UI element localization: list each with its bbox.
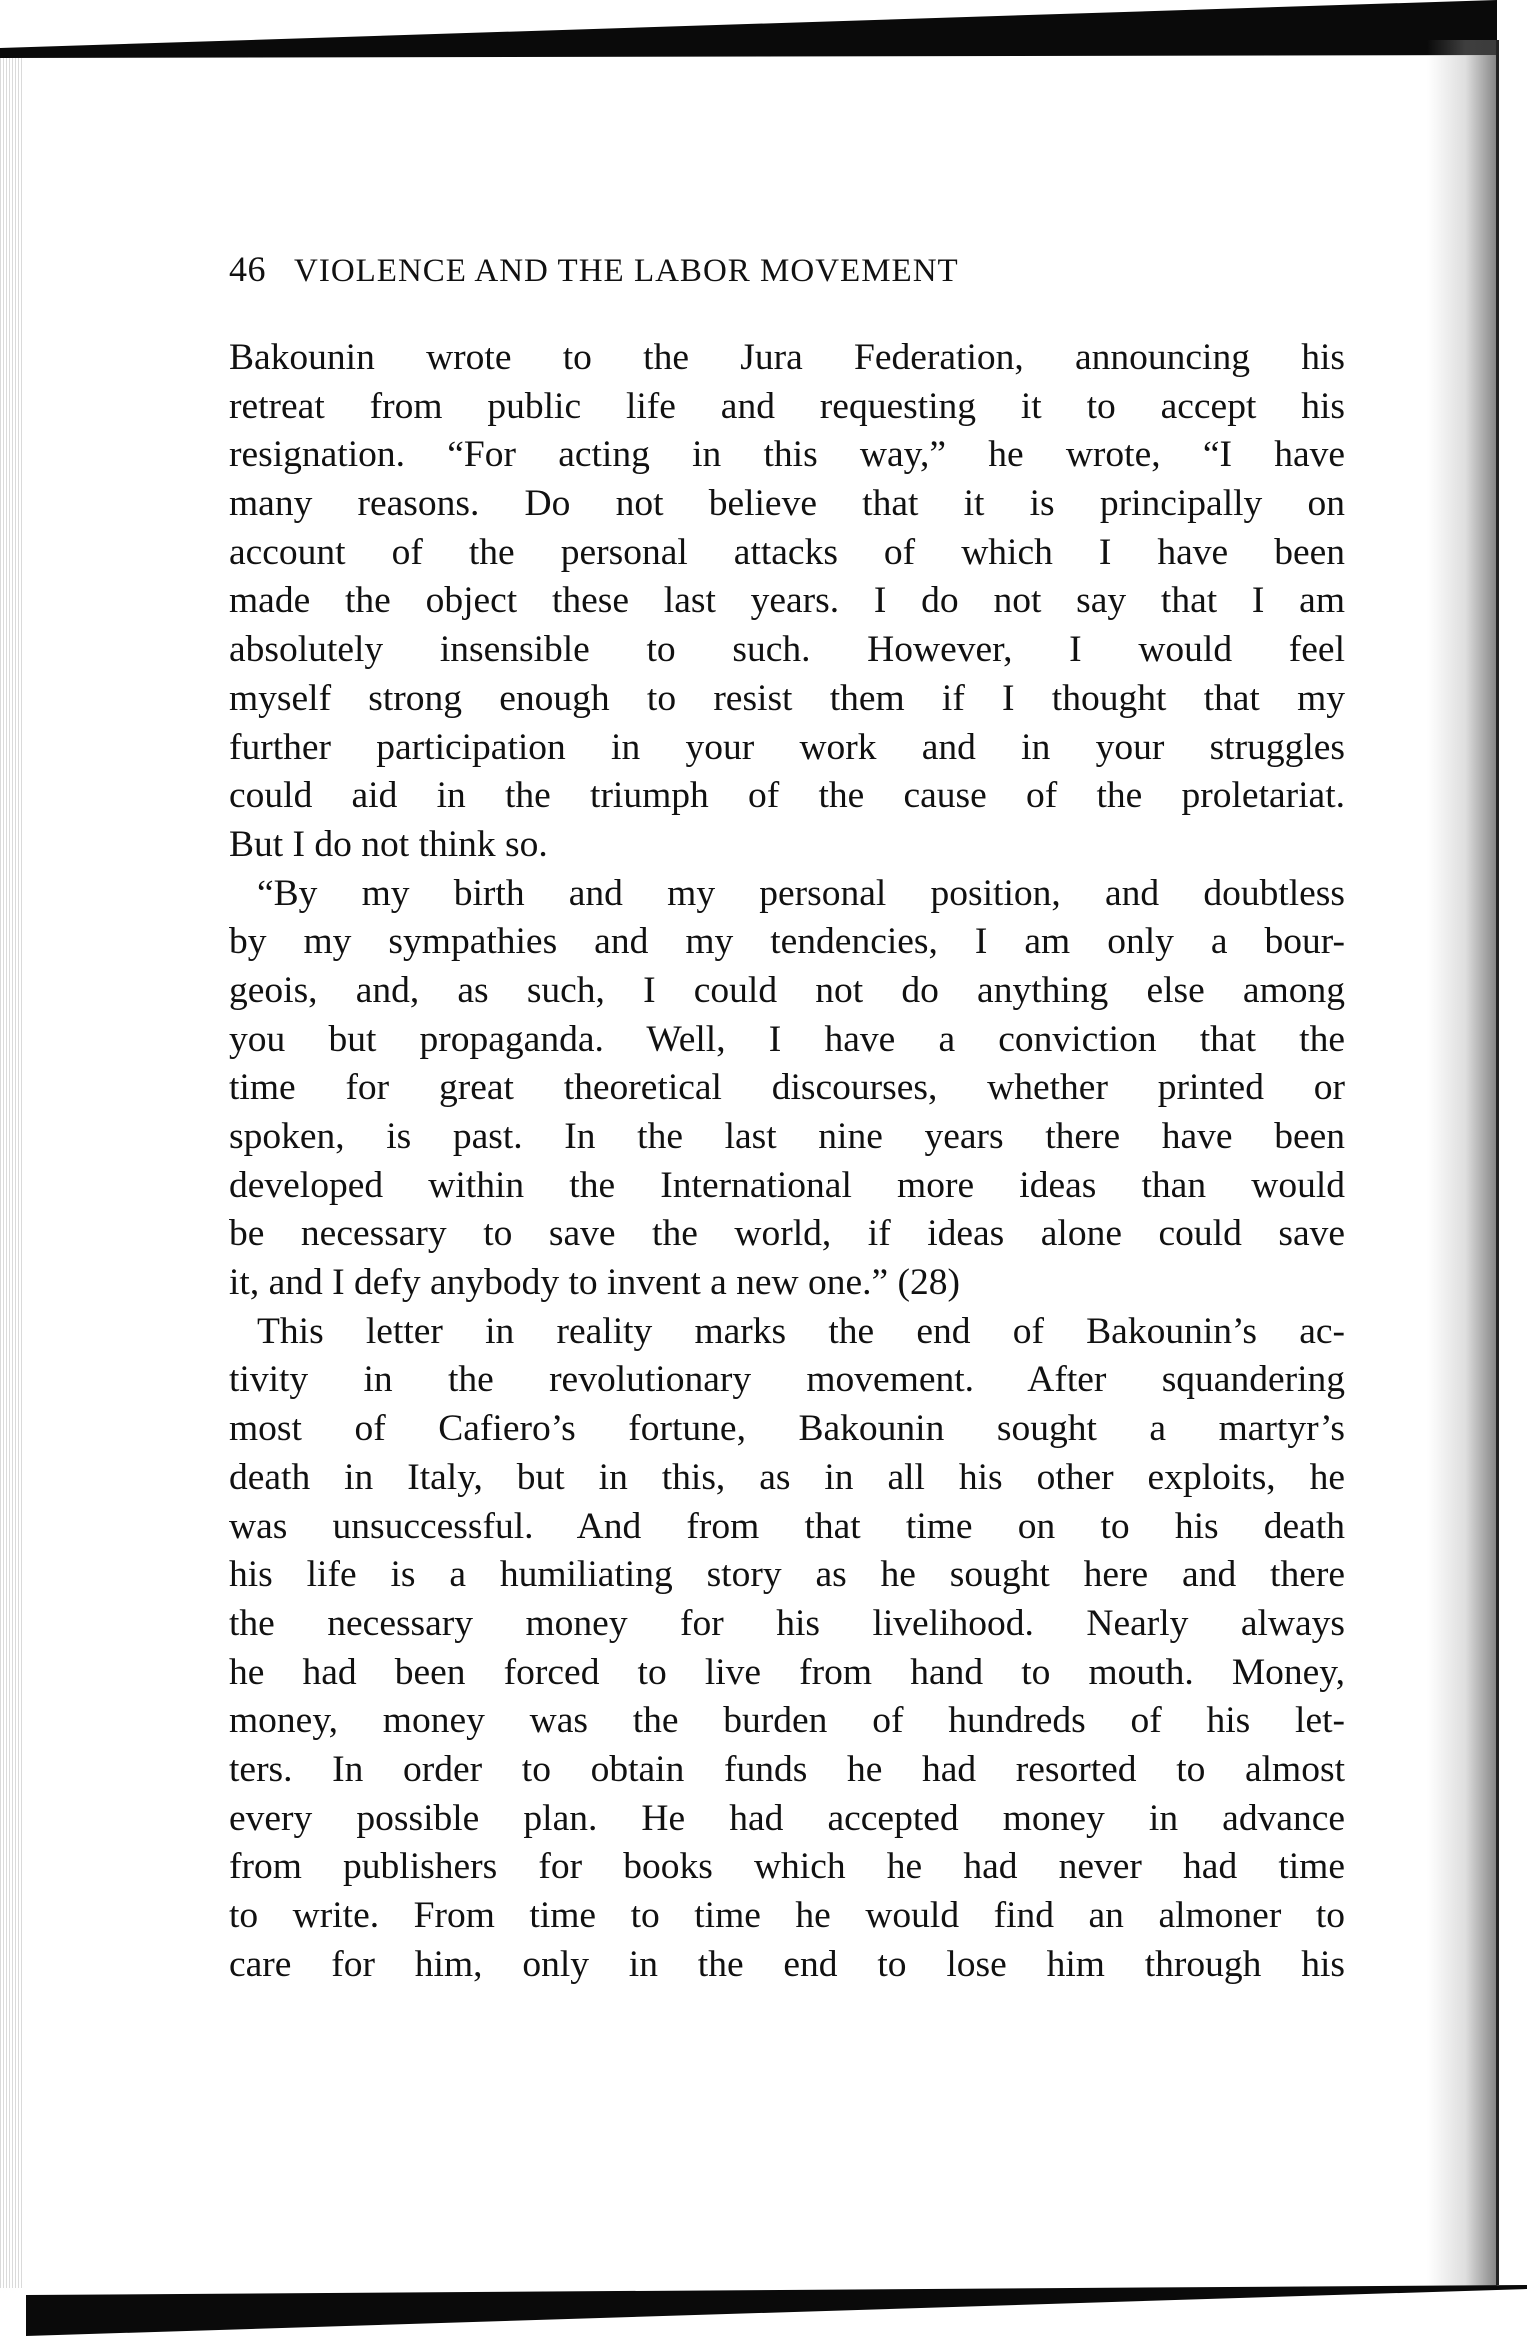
text-line: Bakounin wrote to the Jura Federation, announcing his bbox=[229, 337, 1345, 378]
text-line: it, and I defy anybody to invent a new one.” (28) bbox=[229, 1262, 961, 1304]
text-line: “By my birth and my personal position, and doubtless bbox=[257, 872, 1345, 914]
text-line: money, money was the burden of hundreds of his let- bbox=[229, 1700, 1345, 1742]
text-line: absolutely insensible to such. However, I would feel bbox=[229, 629, 1345, 671]
text-line: you but propaganda. Well, I have a conviction that the bbox=[229, 1018, 1345, 1060]
text-line: by my sympathies and my tendencies, I am only a bour- bbox=[229, 921, 1345, 963]
text-line: the necessary money for his livelihood. Nearly always bbox=[229, 1602, 1345, 1644]
book-page bbox=[229, 248, 1345, 1989]
text-line: geois, and, as such, I could not do anything else among bbox=[229, 969, 1345, 1011]
text-line: most of Cafiero’s fortune, Bakounin sought a martyr’s bbox=[229, 1408, 1345, 1450]
text-line: every possible plan. He had accepted money in advance bbox=[229, 1797, 1345, 1839]
text-line: from publishers for books which he had never had time bbox=[229, 1846, 1345, 1888]
text-line: retreat from public life and requesting it to accept his bbox=[229, 385, 1345, 427]
text-line: This letter in reality marks the end of Bakounin’s ac- bbox=[257, 1310, 1345, 1352]
text-line: resignation. “For acting in this way,” he wrote, “I have bbox=[229, 434, 1345, 476]
text-line: made the object these last years. I do not say that I am bbox=[229, 580, 1345, 622]
scan-border-bottom bbox=[26, 2285, 1527, 2336]
text-line: But I do not think so. bbox=[229, 823, 548, 865]
text-line: he had been forced to live from hand to mouth. Money, bbox=[229, 1651, 1345, 1693]
text-line: account of the personal attacks of which I have been bbox=[229, 531, 1345, 573]
scan-edge-right-shadow bbox=[1427, 40, 1497, 2290]
text-line: tivity in the revolutionary movement. After squandering bbox=[229, 1359, 1345, 1401]
text-line: to write. From time to time he would find an almoner to bbox=[229, 1895, 1345, 1936]
running-head-title: VIOLENCE AND THE LABOR MOVEMENT bbox=[294, 253, 959, 289]
text-line: his life is a humiliating story as he sought here and there bbox=[229, 1554, 1345, 1596]
text-line: myself strong enough to resist them if I thought that my bbox=[229, 677, 1345, 719]
text-line: care for him, only in the end to lose him through his bbox=[229, 1943, 1345, 1985]
body-text bbox=[229, 334, 1345, 1989]
text-line: time for great theoretical discourses, whether printed or bbox=[229, 1067, 1345, 1109]
text-line: death in Italy, but in this, as in all his other exploits, he bbox=[229, 1456, 1345, 1498]
text-line: was unsuccessful. And from that time on to his death bbox=[229, 1505, 1345, 1547]
scan-border-top bbox=[0, 0, 1497, 58]
running-head bbox=[229, 248, 1345, 298]
text-line: spoken, is past. In the last nine years there have been bbox=[229, 1116, 1345, 1157]
text-line: ters. In order to obtain funds he had resorted to almost bbox=[229, 1748, 1345, 1790]
page-number: 46 bbox=[229, 249, 266, 289]
text-line: many reasons. Do not believe that it is principally on bbox=[229, 483, 1345, 525]
scan-edge-right bbox=[1496, 40, 1499, 2285]
scan-edge-left bbox=[0, 58, 22, 2288]
text-line: could aid in the triumph of the cause of the proletariat. bbox=[229, 775, 1345, 817]
text-line: developed within the International more ideas than would bbox=[229, 1164, 1345, 1206]
text-line: be necessary to save the world, if ideas alone could save bbox=[229, 1213, 1345, 1255]
text-line: further participation in your work and in your struggles bbox=[229, 726, 1345, 768]
